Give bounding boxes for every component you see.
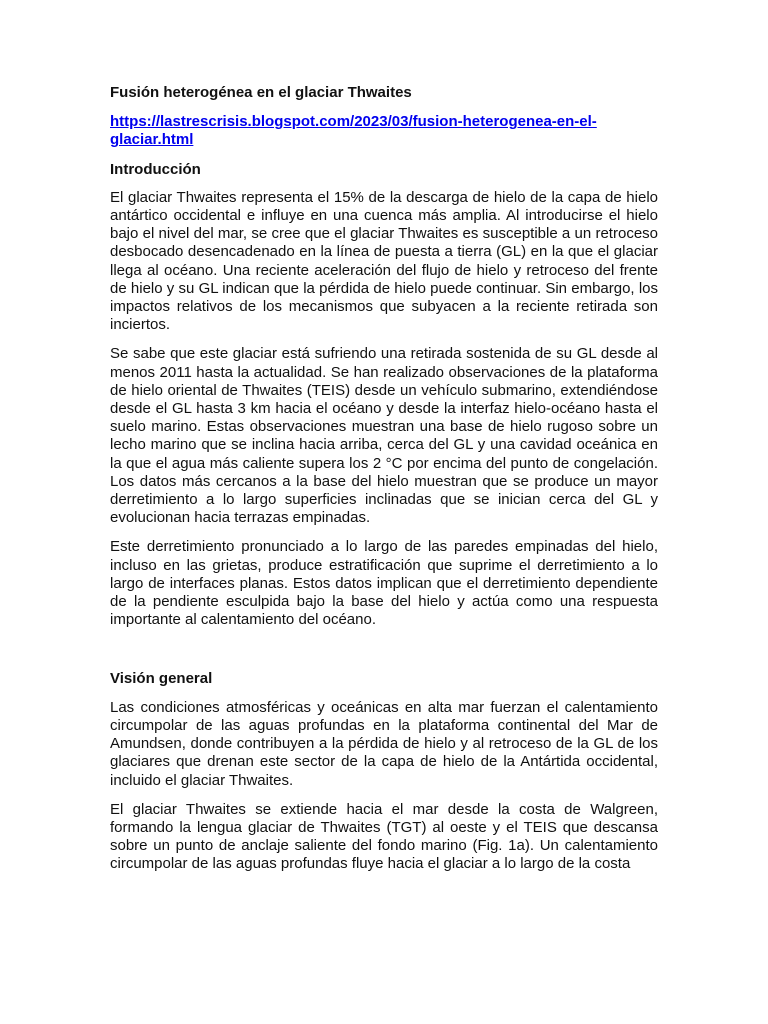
paragraph: Las condiciones atmosféricas y oceánicas en alta mar fuerzan el calentamiento circumpolar de las aguas profundas en la plataforma continental del Mar de Amundsen, donde contribuyen a la pérdida de hielo y al retroceso de la GL de los glaciares que drenan este sector de la capa de hielo de la Antártida occidental, incluido el glaciar Thwaites. — [110, 698, 658, 789]
section-heading-vision-general: Visión general — [110, 670, 213, 688]
paragraph: El glaciar Thwaites representa el 15% de la descarga de hielo de la capa de hielo antártico occidental e influye en una cuenca más amplia. Al introducirse el hielo bajo el nivel del mar, se cree que el glaciar Thwaites es susceptible a un retroceso desbocado desencadenado en la línea de puesta a tierra (GL) en la que el glaciar llega al océano. Una reciente aceleración del flujo de hielo y retroceso del frente de hielo y su GL indican que la pérdida de hielo puede continuar. Sin embargo, los impactos relativos de los mecanismos que subyacen a la reciente retirada son inciertos. — [110, 188, 658, 334]
section-heading-introduccion: Introducción — [110, 160, 201, 178]
blank-line — [110, 640, 658, 670]
document-page — [110, 84, 658, 885]
paragraph: Se sabe que este glaciar está sufriendo una retirada sostenida de su GL desde al menos 2011 hasta la actualidad. Se han realizado observaciones de la plataforma de hielo oriental de Thwaites (TEIS) desde un vehículo submarino, extendiéndose desde el GL hasta 3 km hacia el océano y desde la interfaz hielo-océano hasta el suelo marino. Estas observaciones muestran una base de hielo rugoso sobre un lecho marino que se inclina hacia arriba, cerca del GL y una cavidad oceánica en la que el agua más caliente supera los 2 °C por encima del punto de congelación. Los datos más cercanos a la base del hielo muestran que se produce un mayor derretimiento a lo largo superficies inclinadas que se inician cerca del GL y evolucionan hacia terrazas empinadas. — [110, 345, 658, 527]
source-link[interactable]: https://lastrescrisis.blogspot.com/2023/03/fusion-heterogenea-en-el-glaciar.html — [110, 113, 597, 149]
document-title: Fusión heterogénea en el glaciar Thwaites — [110, 84, 412, 101]
paragraph: El glaciar Thwaites se extiende hacia el mar desde la costa de Walgreen, formando la lengua glaciar de Thwaites (TGT) al oeste y el TEIS que descansa sobre un punto de anclaje saliente del fondo marino (Fig. 1a). Un calentamiento circumpolar de las aguas profundas fluye hacia el glaciar a lo largo de la costa — [110, 800, 658, 873]
paragraph: Este derretimiento pronunciado a lo largo de las paredes empinadas del hielo, incluso en las grietas, produce estratificación que suprime el derretimiento a lo largo de interfaces planas. Estos datos implican que el derretimiento dependiente de la pendiente esculpida bajo la base del hielo y actúa como una respuesta importante al calentamiento del océano. — [110, 538, 658, 629]
